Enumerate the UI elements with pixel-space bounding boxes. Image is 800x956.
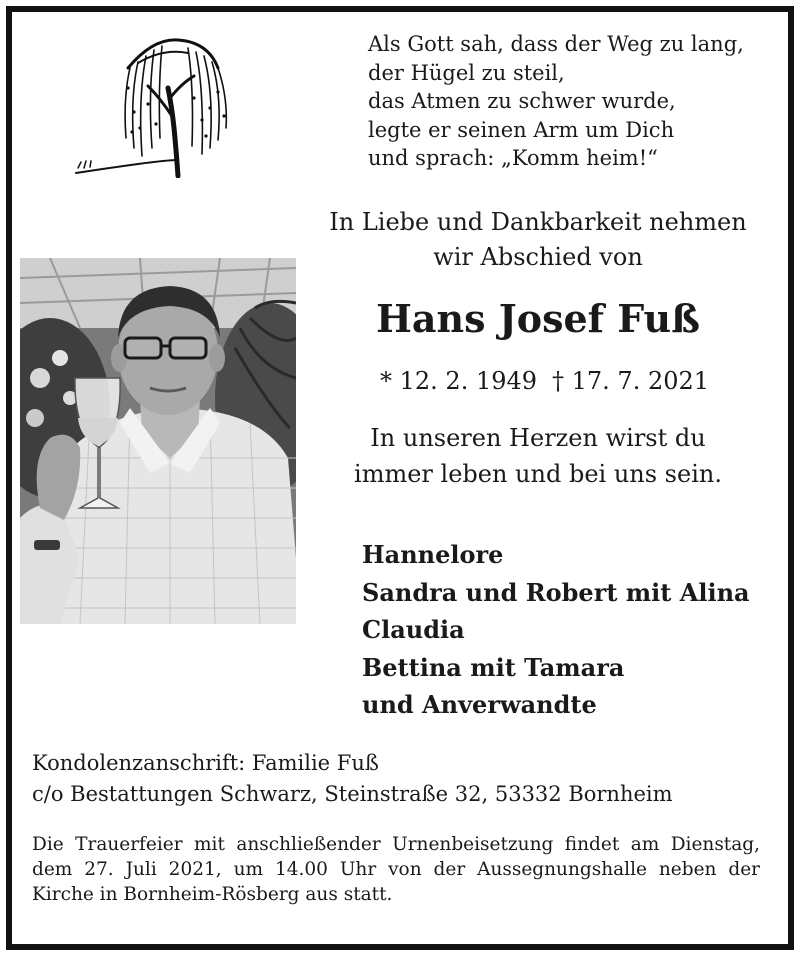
family-list	[362, 536, 772, 724]
poem-line: legte er seinen Arm um Dich	[368, 117, 675, 142]
weeping-willow-icon	[68, 28, 238, 178]
ceremony-notice: Die Trauerfeier mit anschließender Urnenbeisetzung findet am Dienstag, dem 27. Juli 2021, um 14.00 Uhr von der Aussegnungshalle neben der Kirche in Bornheim-Rösberg aus statt.	[32, 834, 760, 905]
family-member: Bettina mit Tamara	[362, 652, 625, 682]
portrait-illustration	[20, 258, 296, 624]
family-member: und Anverwandte	[362, 690, 597, 719]
poem-line: der Hügel zu steil,	[368, 60, 565, 85]
quote-line: In unseren Herzen wirst du	[370, 424, 706, 452]
intro-line: wir Abschied von	[433, 243, 643, 271]
poem	[368, 30, 768, 173]
memorial-quote	[300, 420, 776, 492]
portrait-photo	[20, 258, 296, 624]
intro-line: In Liebe und Dankbarkeit nehmen	[329, 208, 747, 236]
death-date: † 17. 7. 2021	[552, 367, 710, 395]
family-member: Claudia	[362, 615, 465, 644]
address-line: c/o Bestattungen Schwarz, Steinstraße 32, 53332 Bornheim	[32, 782, 673, 806]
address-line: Kondolenzanschrift: Familie Fuß	[32, 751, 379, 775]
intro-text	[300, 205, 776, 275]
birth-date: * 12. 2. 1949	[380, 367, 538, 395]
family-member: Hannelore	[362, 540, 504, 569]
life-dates	[300, 364, 776, 398]
family-member: Sandra und Robert mit Alina	[362, 577, 750, 607]
poem-line: das Atmen zu schwer wurde,	[368, 89, 676, 113]
quote-line: immer leben und bei uns sein.	[354, 460, 722, 488]
condolence-address	[32, 748, 772, 810]
poem-line: Als Gott sah, dass der Weg zu lang,	[368, 32, 744, 56]
deceased-name: Hans Josef Fuß	[375, 296, 701, 341]
poem-line: und sprach: „Komm heim!“	[368, 146, 658, 170]
